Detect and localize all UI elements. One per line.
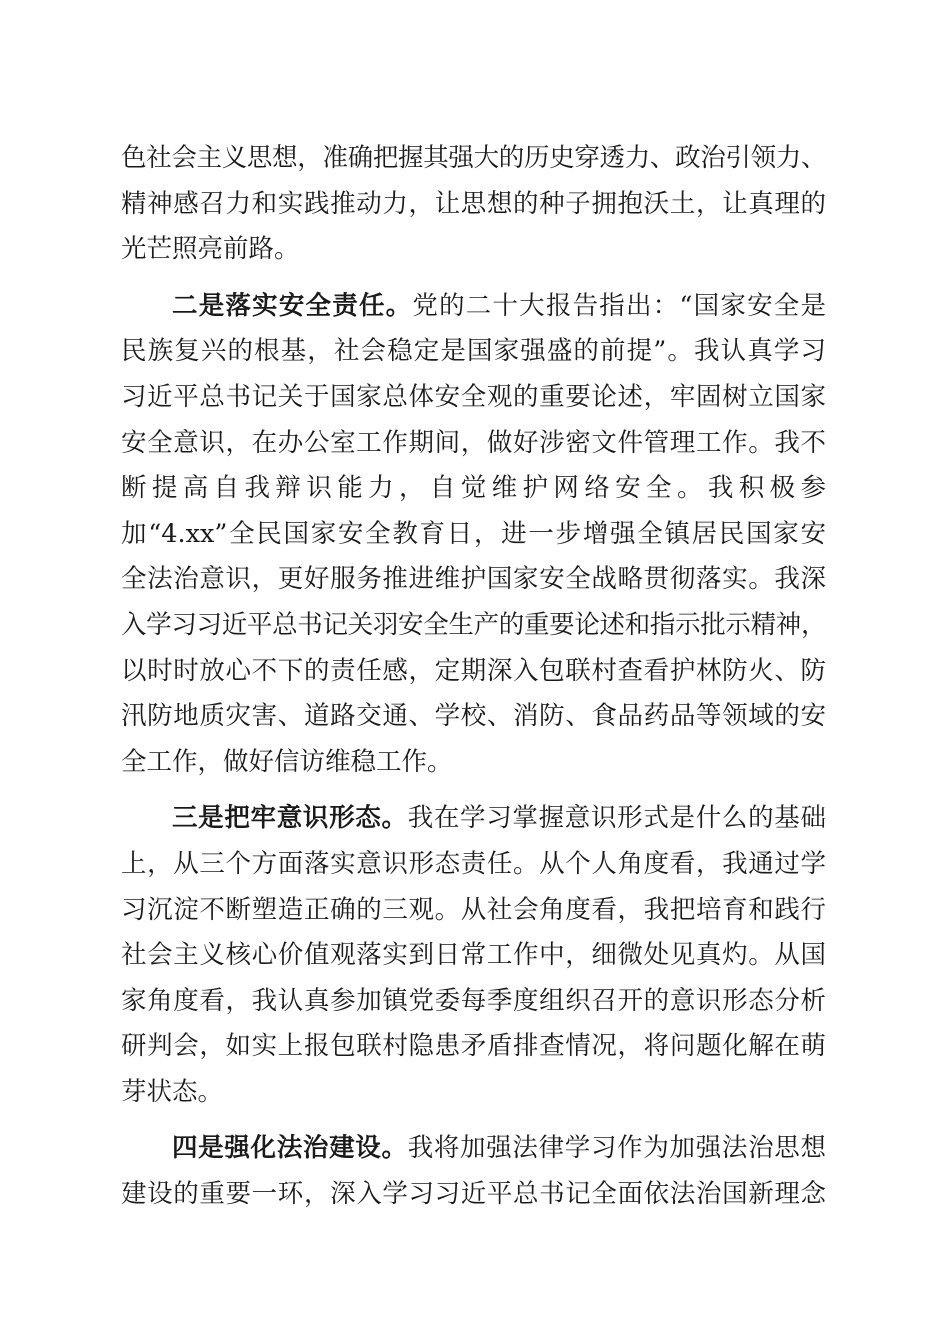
text-line: 精神感召力和实践推动力，让思想的种子拥抱沃土，让真理的 — [121, 188, 826, 219]
text-line: 入学习习近平总书记关羽安全生产的重要论述和指示批示精神， — [121, 609, 826, 640]
paragraph-2 — [121, 284, 826, 786]
text-line: 全法治意识，更好服务推进维护国家安全战略贯彻落实。我深 — [121, 564, 826, 595]
text-line: 汛防地质灾害、道路交通、学校、消防、食品药品等领域的安 — [121, 701, 826, 732]
text-line: 社会主义核心价值观落实到日常工作中，细微处见真灼。从国 — [121, 940, 826, 971]
body-text — [121, 136, 826, 1218]
paragraph-heading: 二是落实安全责任。 — [172, 290, 413, 321]
text-line: 芽状态。 — [121, 1076, 224, 1107]
paragraph-1 — [121, 136, 826, 273]
text-line: 加“4.xx”全民国家安全教育日，进一步增强全镇居民国家安 — [121, 518, 826, 549]
text-line: 习近平总书记关于国家总体安全观的重要论述，牢固树立国家 — [121, 381, 826, 412]
paragraph-text: 我将加强法律学习作为加强法治思想 — [407, 1133, 826, 1164]
text-line: 民族复兴的根基，社会稳定是国家强盛的前提”。我认真学习 — [121, 336, 826, 367]
paragraph-text: 我在学习掌握意识形式是什么的基础 — [407, 803, 826, 834]
text-line: 以时时放心不下的责任感，定期深入包联村查看护林防火、防 — [121, 655, 826, 686]
text-line: 研判会，如实上报包联村隐患矛盾排查情况，将问题化解在萌 — [121, 1031, 826, 1062]
text-line: 断提高自我辩识能力，自觉维护网络安全。我积极参 — [121, 473, 826, 504]
text-line — [121, 284, 826, 330]
paragraph-3 — [121, 796, 826, 1115]
text-line: 习沉淀不断塑造正确的三观。从社会角度看，我把培育和践行 — [121, 894, 826, 925]
paragraph-heading: 三是把牢意识形态。 — [172, 803, 408, 834]
paragraph-text: 党的二十大报告指出：“国家安全是 — [412, 290, 826, 321]
text-line: 色社会主义思想，准确把握其强大的历史穿透力、政治引领力、 — [121, 143, 826, 173]
paragraph-4 — [121, 1126, 826, 1217]
text-line: 光芒照亮前路。 — [121, 234, 300, 265]
text-line: 安全意识，在办公室工作期间，做好涉密文件管理工作。我不 — [121, 427, 826, 458]
text-line — [121, 796, 826, 842]
text-line — [121, 1126, 826, 1172]
paragraph-heading: 四是强化法治建设。 — [172, 1133, 408, 1164]
text-line: 建设的重要一环，深入学习习近平总书记全面依法治国新理念 — [121, 1179, 826, 1210]
text-line: 上，从三个方面落实意识形态责任。从个人角度看，我通过学 — [121, 848, 826, 879]
text-line: 全工作，做好信访维稳工作。 — [121, 746, 453, 777]
text-line: 家角度看，我认真参加镇党委每季度组织召开的意识形态分析 — [121, 985, 826, 1016]
